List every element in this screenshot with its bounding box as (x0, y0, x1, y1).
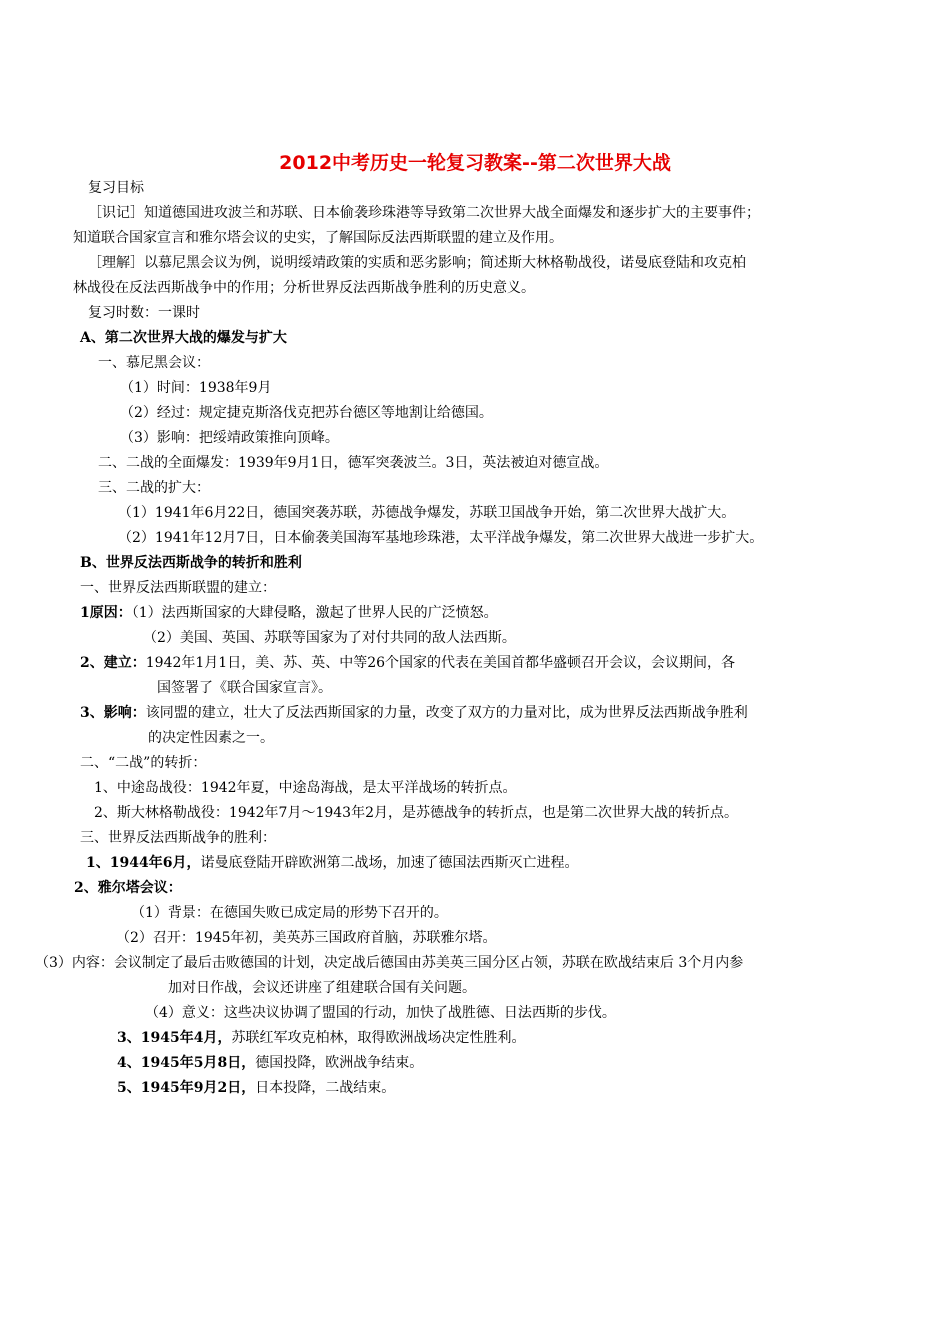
victory-item-3 (117, 1028, 525, 1048)
yalta-heading: 2、雅尔塔会议： (74, 880, 182, 896)
victory-item-3-label: 3、1945年4月， (117, 1030, 232, 1046)
yalta-item-3-line-2: 加对日作战，会议还讲座了组建联合国有关问题。 (168, 980, 476, 996)
impact-label: 3、影响： (80, 705, 146, 721)
found-label: 2、建立： (80, 655, 146, 671)
munich-item-3: （3）影响：把绥靖政策推向顶峰。 (120, 430, 339, 446)
goal-recall-line-2: 知道联合国家宣言和雅尔塔会议的史实，了解国际反法西斯联盟的建立及作用。 (73, 230, 563, 246)
section-b-heading: B、世界反法西斯战争的转折和胜利 (80, 555, 302, 571)
cause-line-2: （2）美国、英国、苏联等国家为了对付共同的敌人法西斯。 (143, 630, 516, 646)
victory-item-1 (86, 853, 578, 873)
impact-line-2: 的决定性因素之一。 (148, 730, 274, 746)
yalta-item-1: （1）背景：在德国失败已成定局的形势下召开的。 (131, 905, 448, 921)
munich-heading: 一、慕尼黑会议： (98, 355, 210, 371)
section-a-heading: A、第二次世界大战的爆发与扩大 (80, 330, 287, 346)
review-hours: 复习时数：一课时 (88, 305, 200, 321)
victory-item-4-text: 德国投降，欧洲战争结束。 (255, 1055, 424, 1071)
cause-text-1: （1）法西斯国家的大肆侵略，激起了世界人民的广泛愤怒。 (131, 605, 498, 621)
goal-recall-line-1: ［识记］知道德国进攻波兰和苏联、日本偷袭珍珠港等导致第二次世界大战全面爆发和逐步扩大的主要事件； (88, 205, 760, 221)
yalta-item-3-line-1: （3）内容：会议制定了最后击败德国的计划，决定战后德国由苏美英三国分区占领，苏联在欧战结束后 3个月内参 (35, 955, 744, 971)
expand-heading: 三、二战的扩大： (98, 480, 210, 496)
victory-item-5-text: 日本投降，二战结束。 (255, 1080, 396, 1096)
outbreak-line: 二、二战的全面爆发：1939年9月1日，德军突袭波兰。3日，英法被迫对德宣战。 (98, 455, 609, 471)
turn-heading: 二、“二战”的转折： (80, 755, 207, 771)
victory-item-1-label: 1、1944年6月， (86, 855, 201, 871)
turn-item-2: 2、斯大林格勒战役：1942年7月～1943年2月，是苏德战争的转折点，也是第二次世界大战的转折点。 (94, 805, 738, 821)
victory-item-5-label: 5、1945年9月2日， (117, 1080, 256, 1096)
victory-item-4 (117, 1053, 423, 1073)
found-line-2: 国签署了《联合国家宣言》。 (157, 680, 332, 696)
goal-understand-line-2: 林战役在反法西斯战争中的作用；分析世界反法西斯战争胜利的历史意义。 (73, 280, 535, 296)
cause-label: 1原因： (80, 605, 132, 621)
victory-item-3-text: 苏联红军攻克柏林，取得欧洲战场决定性胜利。 (231, 1030, 526, 1046)
goals-heading: 复习目标 (88, 180, 144, 196)
yalta-item-4: （4）意义：这些决议协调了盟国的行动，加快了战胜德、日法西斯的步伐。 (145, 1005, 616, 1021)
page-title: 2012中考历史一轮复习教案--第二次世界大战 (279, 152, 671, 174)
alliance-heading: 一、世界反法西斯联盟的建立： (80, 580, 276, 596)
victory-heading: 三、世界反法西斯战争的胜利： (80, 830, 276, 846)
cause-line-1 (80, 603, 498, 623)
found-line-1 (80, 653, 735, 673)
yalta-item-2: （2）召开：1945年初，美英苏三国政府首脑，苏联雅尔塔。 (116, 930, 497, 946)
munich-item-2: （2）经过：规定捷克斯洛伐克把苏台德区等地割让给德国。 (120, 405, 493, 421)
impact-line-1 (80, 703, 748, 723)
found-text-1: 1942年1月1日，美、苏、英、中等26个国家的代表在美国首都华盛顿召开会议，会议期间，各 (145, 655, 736, 671)
expand-item-1: （1）1941年6月22日，德国突袭苏联，苏德战争爆发，苏联卫国战争开始，第二次世界大战扩大。 (118, 505, 736, 521)
munich-item-1: （1）时间：1938年9月 (120, 380, 272, 396)
victory-item-1-text: 诺曼底登陆开辟欧洲第二战场，加速了德国法西斯灭亡进程。 (200, 855, 579, 871)
turn-item-1: 1、中途岛战役：1942年夏，中途岛海战，是太平洋战场的转折点。 (94, 780, 517, 796)
victory-item-4-label: 4、1945年5月8日， (117, 1055, 256, 1071)
victory-item-5 (117, 1078, 395, 1098)
goal-understand-line-1: ［理解］以慕尼黑会议为例，说明绥靖政策的实质和恶劣影响；简述斯大林格勒战役，诺曼底登陆和攻克柏 (88, 255, 746, 271)
impact-text-1: 该同盟的建立，壮大了反法西斯国家的力量，改变了双方的力量对比，成为世界反法西斯战争胜利 (145, 705, 748, 721)
expand-item-2: （2）1941年12月7日，日本偷袭美国海军基地珍珠港，太平洋战争爆发，第二次世界大战进一步扩大。 (118, 530, 764, 546)
